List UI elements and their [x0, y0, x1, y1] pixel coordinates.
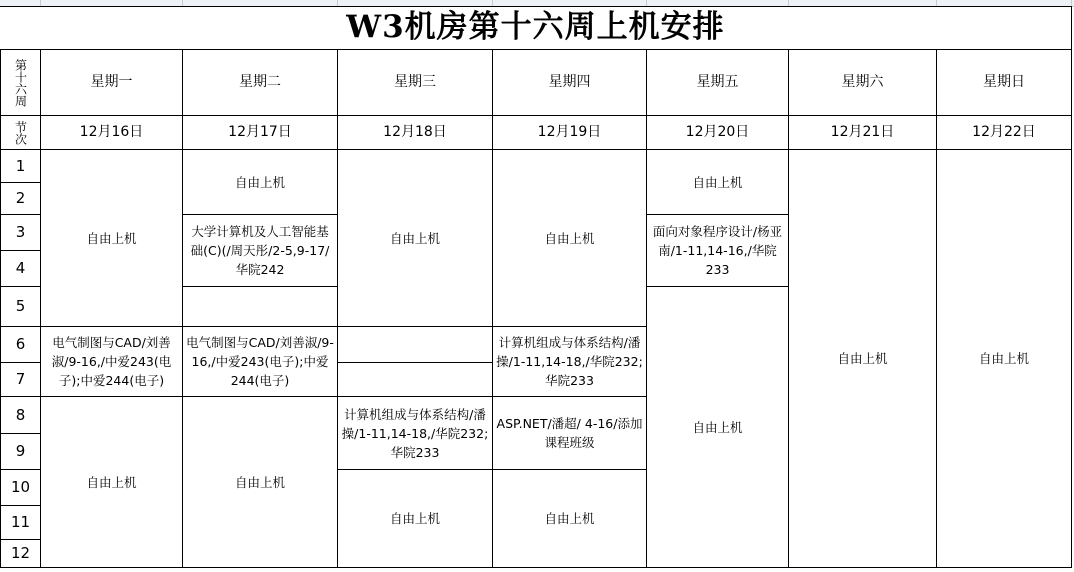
- schedule-block: 计算机组成与体系结构/潘操/1-11,14-18,/华院232;华院233: [492, 326, 646, 396]
- empty-slot: [337, 362, 492, 396]
- schedule-block: 自由上机: [40, 396, 182, 567]
- table-bottom-border: [0, 567, 1072, 568]
- empty-slot: [182, 286, 337, 326]
- day-date: 12月18日: [337, 115, 492, 149]
- day-header: 星期四: [492, 49, 646, 115]
- schedule-block: 计算机组成与体系结构/潘操/1-11,14-18,/华院232;华院233: [337, 396, 492, 469]
- day-header: 星期一: [40, 49, 182, 115]
- schedule-block: 电气制图与CAD/刘善淑/9-16,/中爱243(电子);中爱244(电子): [182, 326, 337, 396]
- schedule-block: 自由上机: [936, 149, 1071, 567]
- day-date: 12月17日: [182, 115, 337, 149]
- period-number: 4: [0, 250, 40, 286]
- schedule-block: 自由上机: [646, 149, 788, 214]
- schedule-block: 自由上机: [492, 469, 646, 567]
- schedule-block: 自由上机: [182, 396, 337, 567]
- day-header: 星期日: [936, 49, 1071, 115]
- schedule-block: 自由上机: [337, 469, 492, 567]
- period-number: 5: [0, 286, 40, 326]
- schedule-block: 自由上机: [646, 286, 788, 567]
- empty-slot: [337, 326, 492, 362]
- period-number: 1: [0, 149, 40, 182]
- page-title: W3机房第十六周上机安排: [0, 6, 1071, 49]
- schedule-block: 自由上机: [492, 149, 646, 326]
- schedule-block: 面向对象程序设计/杨亚南/1-11,14-16,/华院233: [646, 214, 788, 286]
- schedule-block: 自由上机: [182, 149, 337, 214]
- schedule-block: 自由上机: [40, 149, 182, 326]
- schedule-block: ASP.NET/潘超/ 4-16/添加课程班级: [492, 396, 646, 469]
- day-date: 12月16日: [40, 115, 182, 149]
- period-number: 12: [0, 539, 40, 567]
- period-number: 7: [0, 362, 40, 396]
- period-number: 8: [0, 396, 40, 433]
- schedule-block: 大学计算机及人工智能基础(C)(/周天彤/2-5,9-17/华院242: [182, 214, 337, 286]
- period-number: 11: [0, 505, 40, 539]
- period-number: 2: [0, 182, 40, 214]
- schedule-block: 自由上机: [337, 149, 492, 326]
- day-date: 12月19日: [492, 115, 646, 149]
- period-number: 6: [0, 326, 40, 362]
- day-date: 12月21日: [788, 115, 936, 149]
- title-bottom-border: [0, 6, 1072, 7]
- schedule-block: 自由上机: [788, 149, 936, 567]
- day-header: 星期三: [337, 49, 492, 115]
- day-header: 星期五: [646, 49, 788, 115]
- day-date: 12月20日: [646, 115, 788, 149]
- corner-week-label: 第十六周: [0, 49, 40, 115]
- period-number: 9: [0, 433, 40, 469]
- table-right-border: [1071, 6, 1072, 567]
- day-header: 星期二: [182, 49, 337, 115]
- corner-section-label: 节次: [0, 115, 40, 149]
- day-date: 12月22日: [936, 115, 1071, 149]
- day-header: 星期六: [788, 49, 936, 115]
- period-number: 10: [0, 469, 40, 505]
- period-number: 3: [0, 214, 40, 250]
- schedule-block: 电气制图与CAD/刘善淑/9-16,/中爱243(电子);中爱244(电子): [40, 326, 182, 396]
